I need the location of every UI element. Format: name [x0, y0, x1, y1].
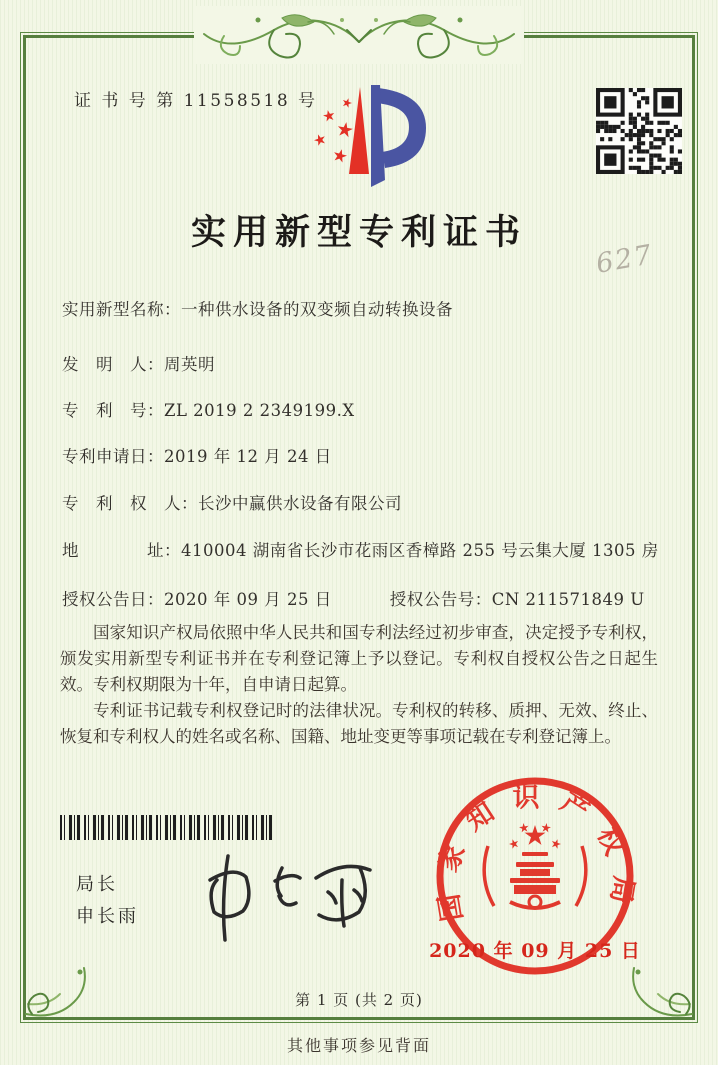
seal-date: 2020 年 09 月 25 日	[429, 940, 641, 962]
cnipa-logo-icon	[288, 82, 440, 198]
field-value: 410004 湖南省长沙市花雨区香樟路 255 号云集大厦 1305 房	[181, 541, 659, 560]
back-side-note: 其他事项参见背面	[286, 1036, 431, 1055]
field-label: 实用新型名称：	[62, 300, 181, 319]
field-label: 地 址：	[62, 541, 181, 560]
legal-paragraph-2: 专利证书记载专利权登记时的法律状况。专利权的转移、质押、无效、终止、恢复和专利权人的姓名或名称、国籍、地址变更等事项记载在专利登记簿上。	[60, 701, 658, 746]
field-label: 发 明 人：	[62, 355, 164, 374]
field-row-patent-number	[62, 397, 355, 421]
qr-code	[596, 88, 682, 174]
field-value: ZL 2019 2 2349199.X	[164, 401, 355, 420]
field-row-inventor	[62, 351, 215, 375]
field-label: 专 利 号：	[62, 401, 164, 420]
certificate-title: 实用新型专利证书	[190, 212, 527, 253]
field-row-utility-model-name	[62, 296, 453, 320]
field-label: 专利申请日：	[62, 447, 164, 466]
barcode	[60, 815, 274, 840]
field-value: CN 211571849 U	[491, 590, 645, 609]
top-flourish-ornament-icon	[194, 6, 524, 64]
field-row-address	[62, 537, 659, 561]
field-row-filing-date	[62, 443, 332, 467]
field-value: 2020 年 09 月 25 日	[164, 590, 332, 609]
director-name-label: 申长雨	[76, 906, 139, 927]
field-row-grant-info	[62, 586, 645, 610]
page-number: 第 1 页 (共 2 页)	[295, 991, 423, 1009]
field-value: 一种供水设备的双变频自动转换设备	[181, 300, 453, 319]
seal-text: 国家知识产权局	[430, 782, 640, 924]
certificate-number: 证 书 号 第 11558518 号	[74, 91, 318, 111]
field-value: 周英明	[164, 355, 215, 374]
legal-text-block	[60, 620, 658, 750]
director-title-label: 局长	[76, 874, 118, 895]
field-label: 授权公告日：	[62, 590, 164, 609]
national-emblem-icon	[484, 822, 586, 908]
handwritten-note: 627	[593, 239, 656, 280]
field-label: 授权公告号：	[389, 590, 492, 609]
field-value: 长沙中赢供水设备有限公司	[198, 494, 402, 513]
field-row-patentee	[62, 490, 402, 514]
legal-paragraph-1: 国家知识产权局依照中华人民共和国专利法经过初步审查，决定授予专利权，颁发实用新型专利证书并在专利登记簿上予以登记。专利权自授权公告之日起生效。专利权期限为十年，自申请日起算。	[60, 623, 658, 694]
director-signature	[182, 848, 382, 948]
field-label: 专 利 权 人：	[62, 494, 198, 513]
field-value: 2019 年 12 月 24 日	[164, 447, 332, 466]
